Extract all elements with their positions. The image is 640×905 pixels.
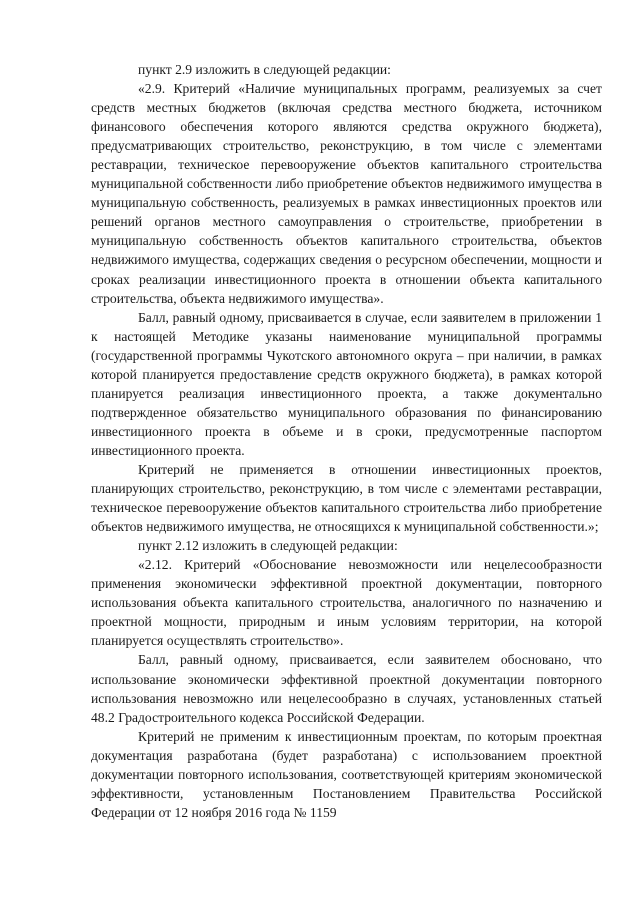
paragraph-score-2-12: Балл, равный одному, присваивается, если заявителем обосновано, что использование экономически эффективной проектной документации повторного использования невозможно или нецелесообразно в случаях, установленных статьей 48.2 Градостроительного кодекса Российской Федерации. xyxy=(91,652,602,725)
paragraph-amend-2-12: пункт 2.12 изложить в следующей редакции: xyxy=(138,538,398,554)
paragraph-exception-2-12: Критерий не применим к инвестиционным проектам, по которым проектная документация разработана (будет разработана) с использованием проектной документации повторного использования, соответствующей критериям экономической эффективности, установленным Постановлением Правительства Российской Федерации от 12 ноября 2016 года № 1159 xyxy=(91,728,602,820)
paragraph-criterion-2-12: «2.12. Критерий «Обоснование невозможности или нецелесообразности применения экономически эффективной проектной документации, повторного использования объекта капитального строительства, аналогичного по назначению и проектной мощности, природным и иным условиям территории, на которой планируется осуществлять строительство». xyxy=(91,557,602,649)
paragraph-score-2-9: Балл, равный одному, присваивается в случае, если заявителем в приложении 1 к настоящей Методике указаны наименование муниципальной программы (государственной программы Чукотского автономного округа – при наличии, в рамках которой планируется предоставление средств окружного бюджета), в рамках которой планируется реализация инвестиционного проекта, а также документально подтвержденное обязательство муниципального образования по финансированию инвестиционного проекта в объеме и в сроки, предусмотренные паспортом инвестиционного проекта. xyxy=(91,309,602,458)
paragraph-exception-2-9: Критерий не применяется в отношении инвестиционных проектов, планирующих строительство, реконструкцию, в том числе с элементами реставрации, техническое перевооружение объектов капитального строительства либо приобретение объектов недвижимого имущества, не относящихся к муниципальной собственности.»; xyxy=(91,461,602,535)
paragraph-criterion-2-9: «2.9. Критерий «Наличие муниципальных программ, реализуемых за счет средств местных бюджетов (включая средства местного бюджета, источником финансового обеспечения которого являются средства окружного бюджета), предусматривающих строительство, реконструкцию, в том числе с элементами реставрации, техническое перевооружение объектов капитального строительства муниципальной собственности либо приобретение объектов недвижимого имущества в муниципальную собственность, реализуемых в рамках инвестиционных проектов или решений органов местного самоуправления о строительстве, приобретении в муниципальную собственность объектов капитального строительства, объектов недвижимого имущества, содержащих сведения о ресурсном обеспечении, мощности и сроках реализации инвестиционного проекта в отношении объекта капитального строительства, объекта недвижимого имущества». xyxy=(91,81,602,306)
document-body xyxy=(91,60,602,822)
paragraph-amend-2-9: пункт 2.9 изложить в следующей редакции: xyxy=(138,62,391,77)
